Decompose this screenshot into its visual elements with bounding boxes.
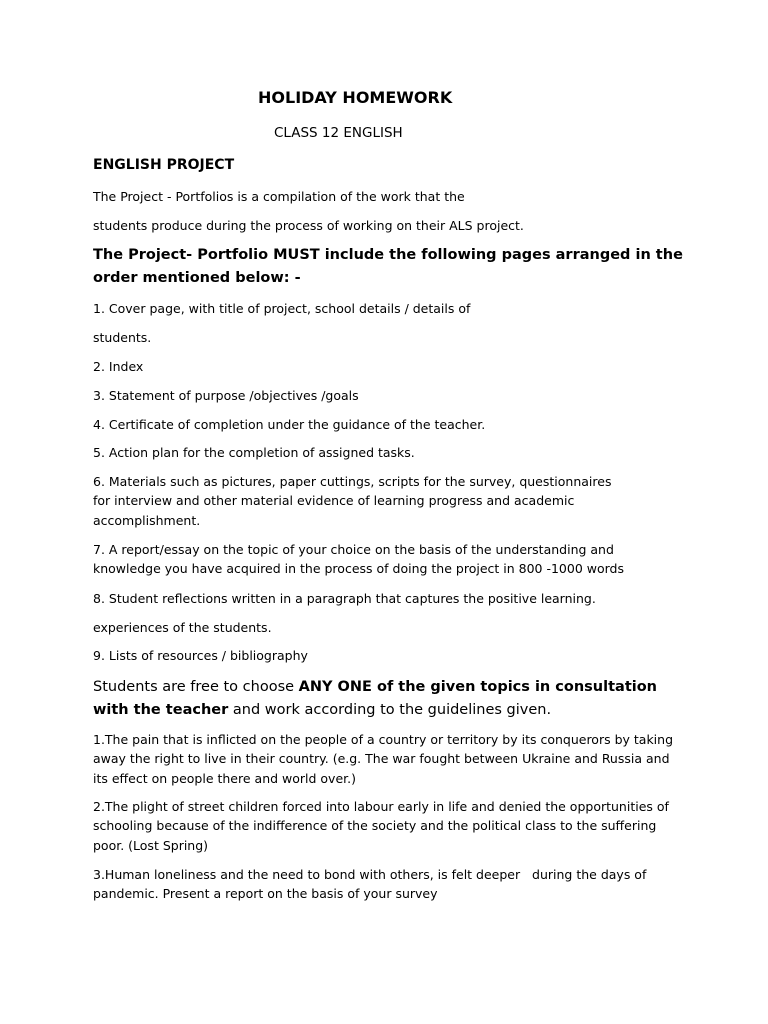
topics-intro-part1: Students are free to choose: [93, 679, 299, 695]
list-item: 7. A report/essay on the topic of your choice on the basis of the understanding and knowledge you have acquired in the process of doing the project in 800 -1000 words: [93, 542, 624, 577]
section-heading: ENGLISH PROJECT: [93, 157, 235, 173]
topics-intro-part3: and work according to the guidelines given.: [228, 702, 552, 718]
list-item: 8. Student reflections written in a paragraph that captures the positive learning.: [93, 591, 596, 606]
page-subtitle: CLASS 12 ENGLISH: [274, 125, 403, 141]
intro-line-2: students produce during the process of working on their ALS project.: [93, 218, 524, 233]
list-item: 2. Index: [93, 359, 144, 374]
list-item: 1. Cover page, with title of project, school details / details of: [93, 301, 471, 316]
intro-line-1: The Project - Portfolios is a compilation of the work that the: [93, 189, 465, 204]
portfolio-heading: The Project- Portfolio MUST include the following pages arranged in the order mentioned below: -: [93, 247, 683, 286]
topics-intro: [93, 676, 683, 722]
topic-item: 1.The pain that is inflicted on the people of a country or territory by its conquerors by taking away the right to live in their country. (e.g. The war fought between Ukraine and Russia and its effect on people there and world over.): [93, 732, 674, 786]
list-item: 9. Lists of resources / bibliography: [93, 648, 308, 663]
list-item: 6. Materials such as pictures, paper cuttings, scripts for the survey, questionnaires for interview and other material evidence of learning progress and academic accomplishment.: [93, 474, 612, 528]
topic-item: 3.Human loneliness and the need to bond with others, is felt deeper during the days of pandemic. Present a report on the basis of your survey: [93, 867, 651, 902]
list-item: students.: [93, 330, 152, 345]
list-item: experiences of the students.: [93, 620, 272, 635]
list-item: 4. Certificate of completion under the guidance of the teacher.: [93, 417, 486, 432]
topic-item: 2.The plight of street children forced into labour early in life and denied the opportunities of schooling because of the indifference of the society and the political class to the suffering poor. (Lost Spring): [93, 799, 669, 853]
list-item: 3. Statement of purpose /objectives /goals: [93, 388, 359, 403]
page-title: HOLIDAY HOMEWORK: [258, 88, 453, 107]
list-item: 5. Action plan for the completion of assigned tasks.: [93, 445, 415, 460]
topics-intro-bold: ANY ONE of the given topics in consultation with the teacher: [93, 679, 658, 718]
